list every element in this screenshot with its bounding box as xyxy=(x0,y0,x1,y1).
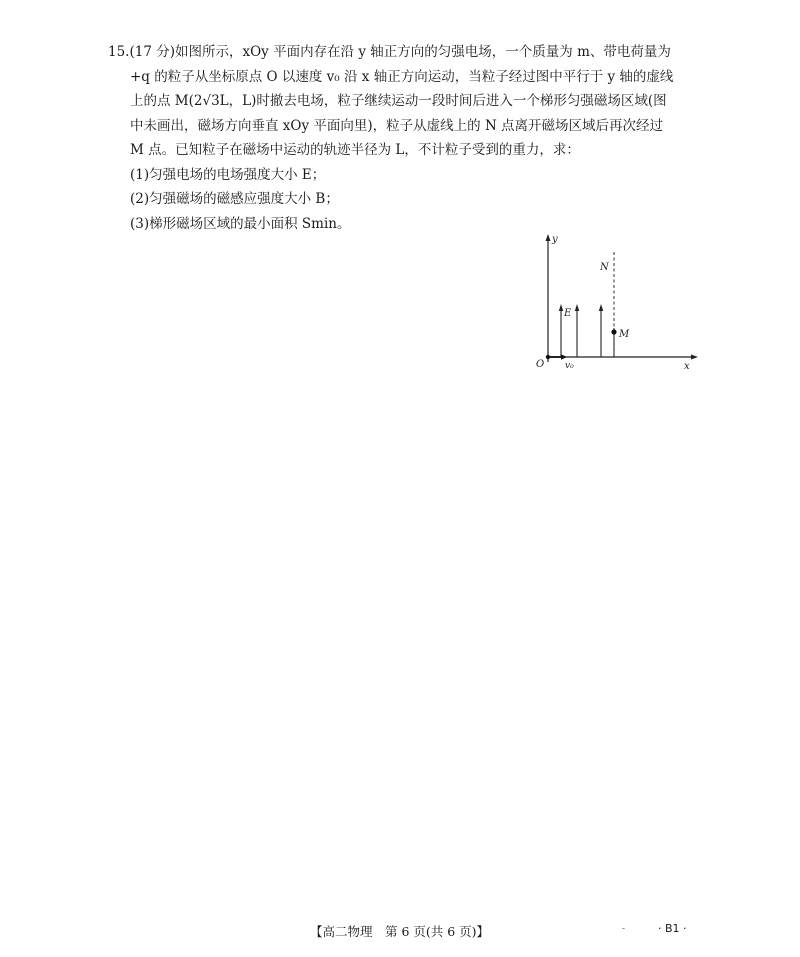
field-diagram-svg xyxy=(530,232,705,377)
subquestion-2: (2)匀强磁场的磁感应强度大小 B； xyxy=(130,191,339,207)
y-axis-arrow-icon xyxy=(546,234,551,241)
question-line-1: 15.(17 分)如图所示，xOy 平面内存在沿 y 轴正方向的匀强电场，一个质量为 m、带电荷量为 xyxy=(108,44,671,60)
question-line-5: M 点。已知粒子在磁场中运动的轨迹半径为 L，不计粒子受到的重力，求： xyxy=(130,142,580,158)
question-line-2: +q 的粒子从坐标原点 O 以速度 v₀ 沿 x 轴正方向运动，当粒子经过图中平行于 y 轴的虚线 xyxy=(130,68,674,85)
question-line-4: 中未画出，磁场方向垂直 xOy 平面向里)，粒子从虚线上的 N 点离开磁场区域后再次经过 xyxy=(130,117,664,134)
field-arrow-icon xyxy=(599,304,603,311)
footer-mark: - xyxy=(622,924,626,934)
velocity-arrow-icon xyxy=(561,354,567,359)
x-axis-label: x xyxy=(684,361,690,372)
point-m-dot xyxy=(611,329,616,334)
origin-label: O xyxy=(536,359,545,370)
page-footer xyxy=(0,922,800,942)
field-diagram xyxy=(530,232,705,377)
field-arrow-icon xyxy=(559,304,563,311)
footer-code: · B1 · xyxy=(658,922,687,935)
subquestion-3: (3)梯形磁场区域的最小面积 Smin。 xyxy=(130,215,351,232)
point-m-label: M xyxy=(619,329,630,340)
x-axis-arrow-icon xyxy=(691,355,698,360)
question-line-3: 上的点 M(2√3L，L)时撤去电场，粒子继续运动一段时间后进入一个梯形匀强磁场区域(图 xyxy=(130,93,667,109)
point-n-label: N xyxy=(600,262,609,273)
field-arrow-icon xyxy=(575,304,579,311)
footer-page-info: 【高二物理 第 6 页(共 6 页)】 xyxy=(310,924,490,939)
subquestion-1: (1)匀强电场的电场强度大小 E； xyxy=(130,166,326,183)
y-axis-label: y xyxy=(552,234,558,245)
velocity-label: v₀ xyxy=(565,361,574,371)
field-label: E xyxy=(564,308,572,319)
question-15 xyxy=(108,40,708,236)
